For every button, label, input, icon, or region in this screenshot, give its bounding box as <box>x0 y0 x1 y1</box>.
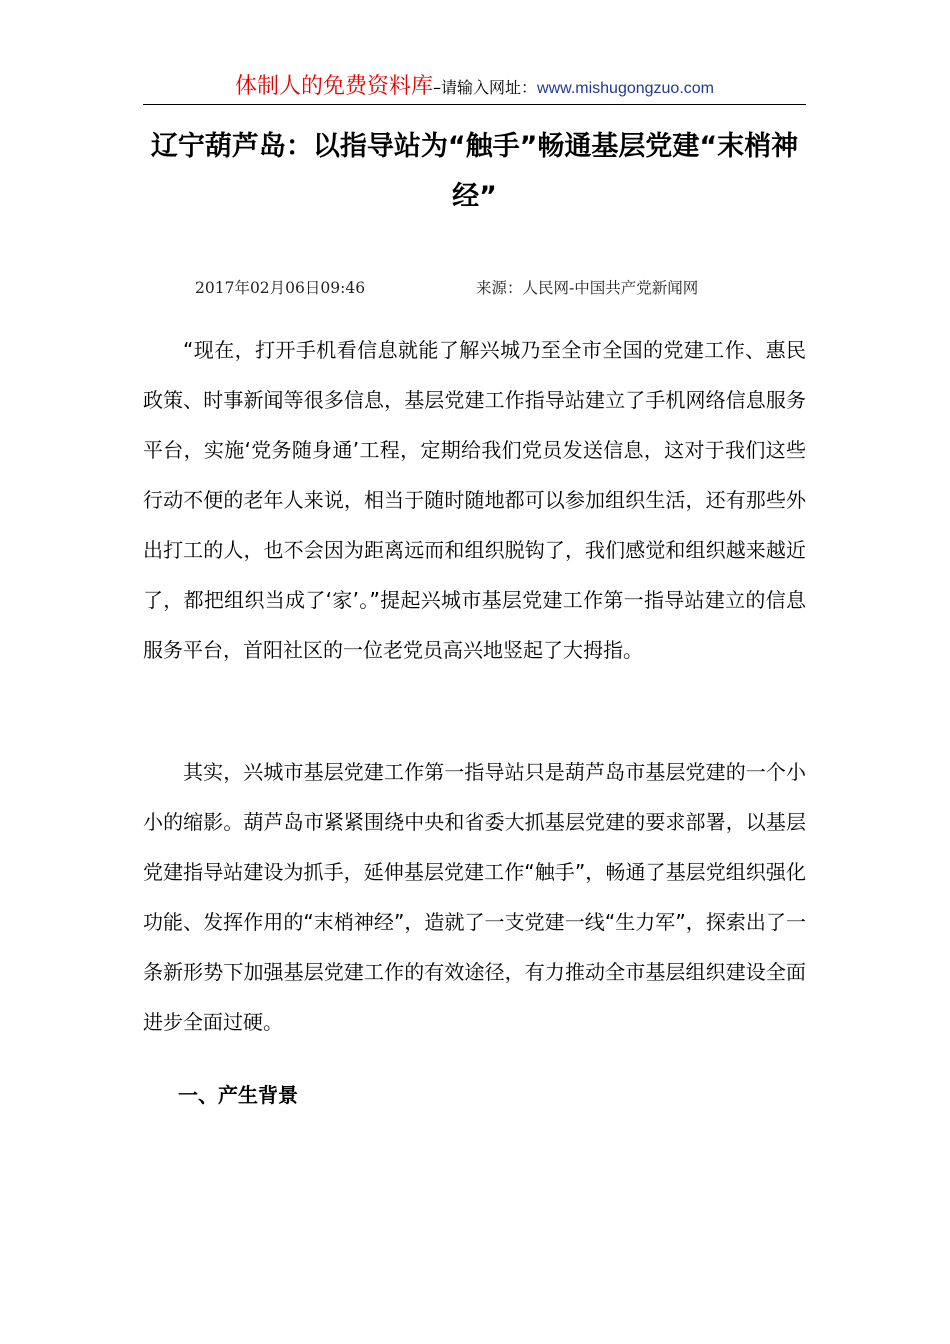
header-prompt: –请输入网址： <box>433 78 538 97</box>
article-source: 来源：人民网-中国共产党新闻网 <box>476 279 699 297</box>
header-brand: 体制人的免费资料库 <box>235 74 434 99</box>
article-paragraph-1: “现在，打开手机看信息就能了解兴城乃至全市全国的党建工作、惠民政策、时事新闻等很多信息，基层党建工作指导站建立了手机网络信息服务平台，实施‘党务随身通’工程，定期给我们党员发送信息，这对于我们这些行动不便的老年人来说，相当于随时随地都可以参加组织生活，还有那些外出打工的人，也不会因为距离远而和组织脱钩了，我们感觉和组织越来越近了，都把组织当成了‘家’。”提起兴城市基层党建工作第一指导站建立的信息服务平台，首阳社区的一位老党员高兴地竖起了大拇指。 <box>143 338 806 662</box>
page-header <box>143 70 806 105</box>
section-heading: 一、产生背景 <box>178 1083 298 1107</box>
article-paragraph-2: 其实，兴城市基层党建工作第一指导站只是葫芦岛市基层党建的一个小小的缩影。葫芦岛市紧紧围绕中央和省委大抓基层党建的要求部署，以基层党建指导站建设为抓手，延伸基层党建工作“触手”，畅通了基层党组织强化功能、发挥作用的“末梢神经”，造就了一支党建一线“生力军”，探索出了一条新形势下加强基层党建工作的有效途径，有力推动全市基层组织建设全面进步全面过硬。 <box>143 760 806 1034</box>
article-title: 辽宁葫芦岛：以指导站为“触手”畅通基层党建“末梢神经” <box>150 131 799 212</box>
header-url-link[interactable]: www.mishugongzuo.com <box>537 80 714 97</box>
article-date: 2017年02月06日09:46 <box>195 279 366 297</box>
